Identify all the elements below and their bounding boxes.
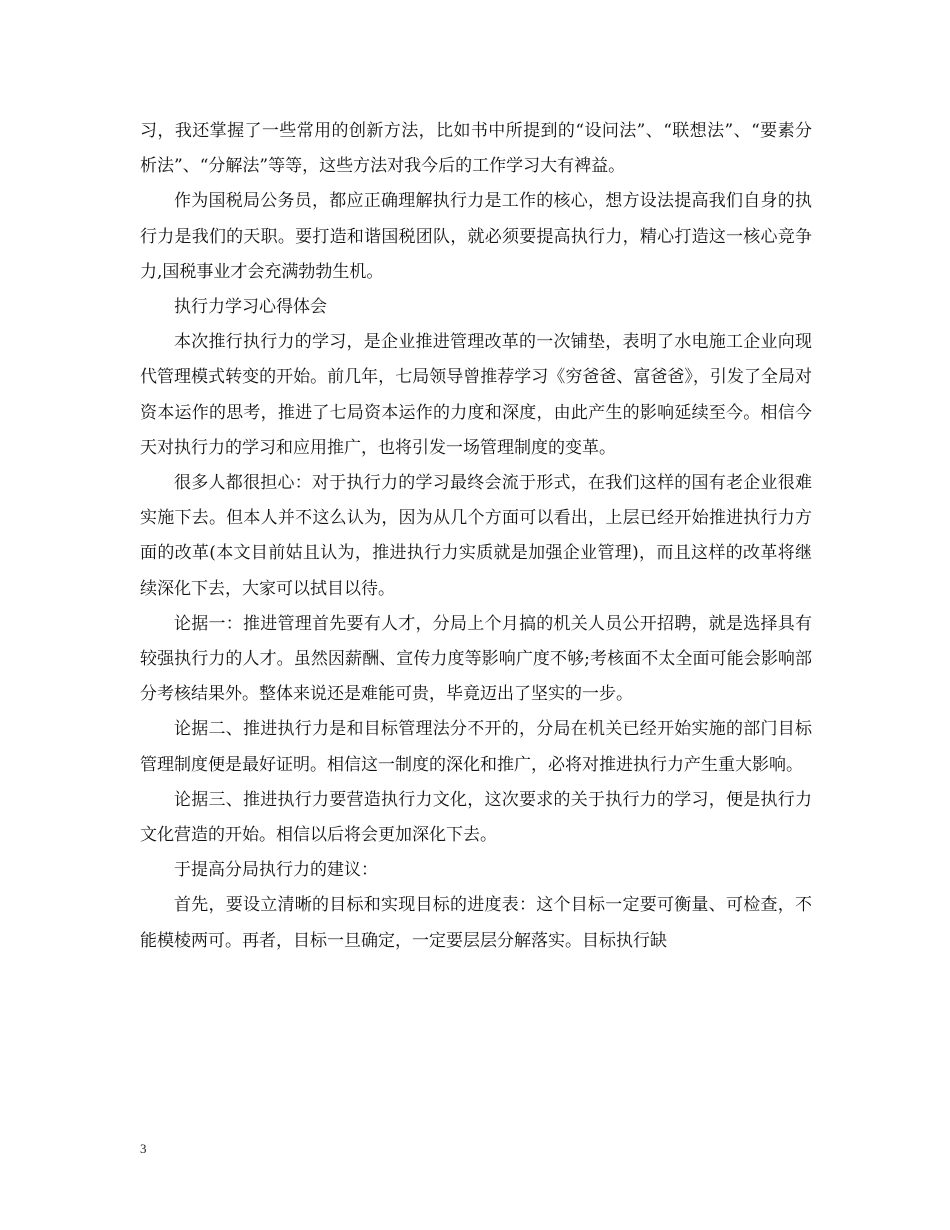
paragraph-2: 作为国税局公务员，都应正确理解执行力是工作的核心，想方设法提高我们自身的执行力是我们的天职。要打造和谐国税团队，就必须要提高执行力，精心打造这一核心竞争力,国税事业才会充满勃勃生机。: [140, 191, 812, 282]
paragraph-3: 本次推行执行力的学习，是企业推进管理改革的一次铺垫，表明了水电施工企业向现代管理模式转变的开始。前几年，七局领导曾推荐学习《穷爸爸、富爸爸》，引发了全局对资本运作的思考，推进了七局资本运作的力度和深度，由此产生的影响延续至今。相信今天对执行力的学习和应用推广，也将引发一场管理制度的变革。: [140, 332, 812, 458]
paragraph-4: 很多人都很担心：对于执行力的学习最终会流于形式，在我们这样的国有老企业很难实施下去。但本人并不这么认为，因为从几个方面可以看出，上层已经开始推进执行力方面的改革(本文目前姑且认为，推进执行力实质就是加强企业管理)，而且这样的改革将继续深化下去，大家可以拭目以待。: [140, 473, 812, 599]
paragraph-first-suggestion: 首先，要设立清晰的目标和实现目标的进度表：这个目标一定要可衡量、可检查，不能模棱两可。再者，目标一旦确定，一定要层层分解落实。目标执行缺: [140, 895, 812, 951]
document-body: [140, 114, 812, 959]
argument-one: 论据一：推进管理首先要有人才，分局上个月搞的机关人员公开招聘，就是选择具有较强执行力的人才。虽然因薪酬、宣传力度等影响广度不够;考核面不太全面可能会影响部分考核结果外。整体来说还是难能可贵，毕竟迈出了坚实的一步。: [140, 613, 812, 705]
section-heading: 执行力学习心得体会: [174, 297, 327, 318]
argument-two: 论据二、推进执行力是和目标管理法分不开的，分局在机关已经开始实施的部门目标管理制度便是最好证明。相信这一制度的深化和推广，必将对推进执行力产生重大影响。: [140, 719, 812, 775]
page-number: 3: [140, 1141, 147, 1156]
suggestion-heading: 于提高分局执行力的建议：: [174, 860, 378, 881]
argument-three: 论据三、推进执行力要营造执行力文化，这次要求的关于执行力的学习，便是执行力文化营造的开始。相信以后将会更加深化下去。: [140, 789, 812, 846]
paragraph-1: 习，我还掌握了一些常用的创新方法，比如书中所提到的“设问法”、“联想法”、“要素分析法”、“分解法”等等，这些方法对我今后的工作学习大有裨益。: [140, 121, 812, 177]
